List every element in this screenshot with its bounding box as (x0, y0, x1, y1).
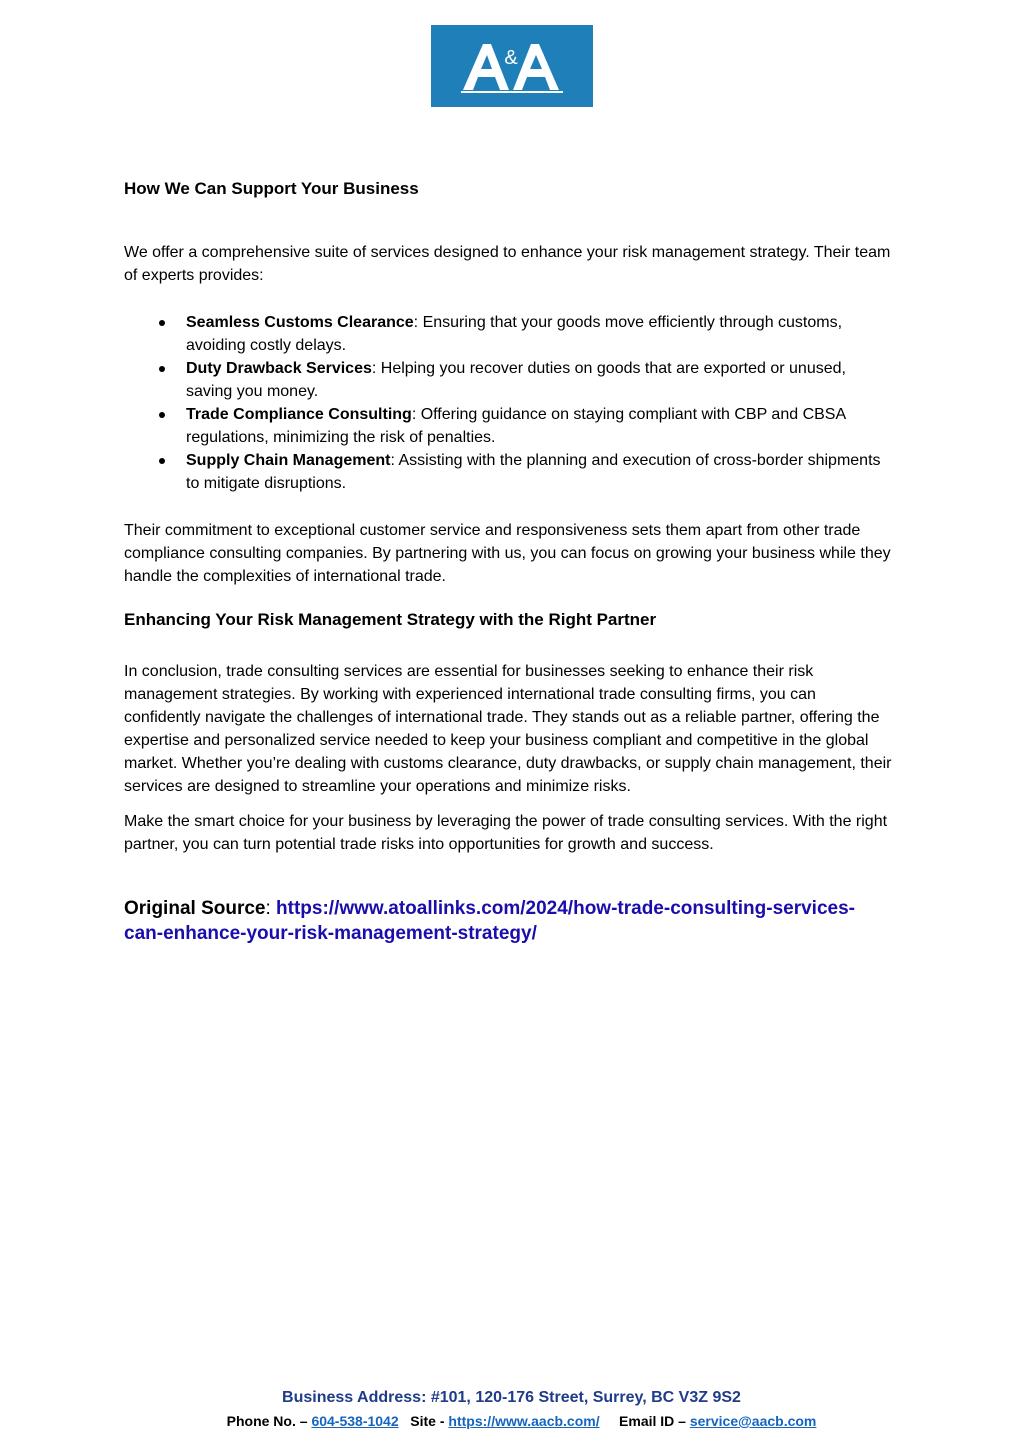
service-text: : Helping you recover duties on goods that are exported or unused, saving you money. (186, 360, 846, 400)
service-title: Duty Drawback Services (186, 360, 372, 377)
conclusion-paragraph: In conclusion, trade consulting services are essential for businesses seeking to enhance their risk management strategies. By working with experienced international trade consulting firms, you can confidently navigate the challenges of international trade. They stands out as a reliable partner, offering the expertise and personalized service needed to keep your business compliant and competitive in the global market. Whether you’re dealing with customs clearance, duty drawbacks, or supply chain management, their services are designed to streamline your operations and minimize risks. (124, 663, 892, 795)
svg-text:&: & (504, 47, 518, 69)
source-separator: : (265, 898, 277, 919)
document-body (124, 176, 894, 946)
section-heading-support: How We Can Support Your Business (124, 179, 419, 198)
email-label: Email ID – (619, 1413, 690, 1429)
page-footer (0, 1387, 1023, 1433)
commitment-paragraph: Their commitment to exceptional customer service and responsiveness sets them apart from other trade compliance consulting companies. By partnering with us, you can focus on growing your business while they handle the complexities of international trade. (124, 522, 891, 585)
list-item (186, 311, 894, 357)
aa-logo-icon (457, 36, 567, 96)
section-heading-strategy: Enhancing Your Risk Management Strategy with the Right Partner (124, 610, 657, 629)
smart-choice-paragraph: Make the smart choice for your business by leveraging the power of trade consulting services. With the right partner, you can turn potential trade risks into opportunities for growth and success. (124, 813, 888, 853)
source-link[interactable]: https://www.atoallinks.com/2024/how-trade-consulting-services-can-enhance-your-risk-management-strategy/ (124, 898, 855, 944)
site-label: Site - (410, 1413, 449, 1429)
business-address: Business Address: #101, 120-176 Street, Surrey, BC V3Z 9S2 (282, 1389, 741, 1406)
service-title: Supply Chain Management (186, 452, 391, 469)
phone-link[interactable]: 604-538-1042 (311, 1413, 399, 1429)
service-text: : Ensuring that your goods move efficiently through customs, avoiding costly delays. (186, 314, 843, 354)
intro-paragraph: We offer a comprehensive suite of services designed to enhance your risk management strategy. Their team of experts provides: (124, 244, 891, 284)
company-logo (431, 25, 593, 107)
original-source (124, 896, 894, 946)
list-item (186, 357, 894, 403)
service-text: : Assisting with the planning and execution of cross-border shipments to mitigate disruptions. (186, 452, 881, 492)
phone-label: Phone No (226, 1413, 292, 1429)
list-item (186, 449, 894, 495)
contact-line (20, 1409, 1023, 1433)
email-link[interactable]: service@aacb.com (689, 1413, 817, 1429)
service-title: Trade Compliance Consulting (186, 406, 412, 423)
phone-separator: . – (291, 1413, 312, 1429)
service-title: Seamless Customs Clearance (186, 314, 414, 331)
list-item (186, 403, 894, 449)
services-list (124, 311, 894, 495)
service-text: : Offering guidance on staying compliant with CBP and CBSA regulations, minimizing the risk of penalties. (186, 406, 846, 446)
source-label: Original Source (124, 898, 266, 919)
site-link[interactable]: https://www.aacb.com/ (448, 1413, 600, 1429)
